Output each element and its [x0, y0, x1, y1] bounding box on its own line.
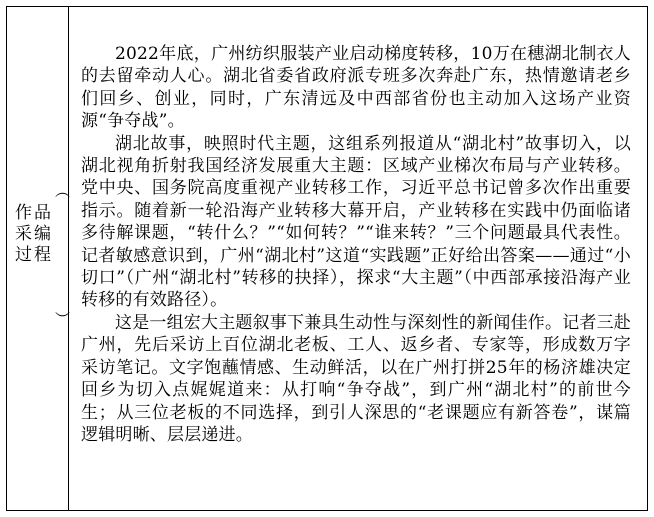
label-block — [15, 183, 71, 327]
label-cell — [7, 7, 69, 510]
content-cell — [69, 7, 647, 510]
paragraph-2: 湖北故事，映照时代主题，这组系列报道从“湖北村”故事切入，以湖北视角折射我国经济发展重大主题：区域产业梯次布局与产业转移。党中央、国务院高度重视产业转移工作，习近平总书记曾多次作出重要指示。随着新一轮沿海产业转移大幕开启，产业转移在实践中仍面临诸多待解课题，“转什么？”“如何转？”“谁来转？”三个问题最具代表性。记者敏感意识到，广州“湖北村”这道“实践题”正好给出答案——通过“小切口”（广州“湖北村”转移的抉择），探求“大主题”（中西部承接沿海产业转移的有效路径）。 — [81, 133, 631, 311]
info-table — [6, 6, 648, 511]
label-text: 作品采编过程 — [15, 203, 53, 265]
label-paren-close: ） — [53, 311, 71, 327]
paragraph-1: 2022年底，广州纺织服装产业启动梯度转移，10万在穗湖北制衣人的去留牵动人心。湖北省委省政府派专班多次奔赴广东，热情邀请老乡们回乡、创业，同时，广东清远及中西部省份也主动加入这场产业资源“争夺战”。 — [81, 44, 631, 132]
label-paren-open: （ — [53, 183, 71, 199]
paragraph-3: 这是一组宏大主题叙事下兼具生动性与深刻性的新闻佳作。记者三赴广州，先后采访上百位湖北老板、工人、返乡者、专家等，形成数万字采访笔记。文字饱蘸情感、生动鲜活，以在广州打拼25年的杨济雄决定回乡为切入点娓娓道来：从打响“争夺战”，到广州“湖北村”的前世今生；从三位老板的不同选择，到引人深思的“老课题应有新答卷”，谋篇逻辑明晰、层层递进。 — [81, 312, 631, 445]
